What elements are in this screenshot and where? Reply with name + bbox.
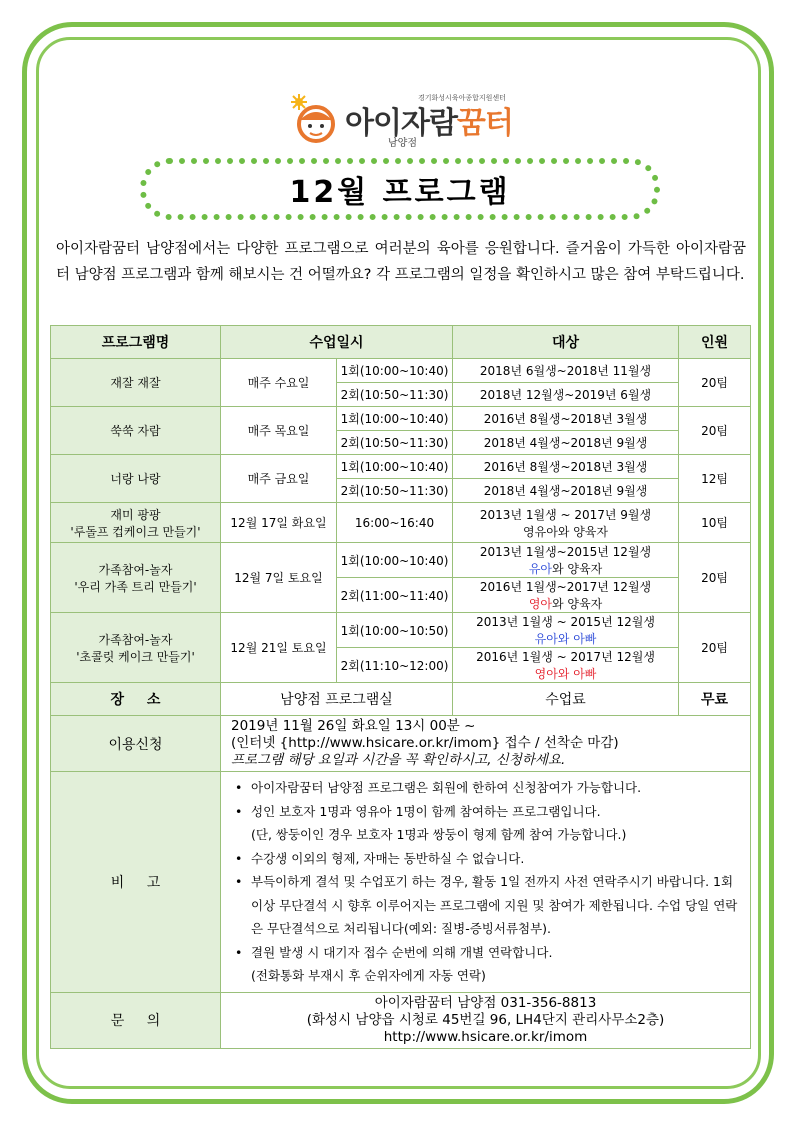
table-row bbox=[51, 503, 751, 543]
branch-name: 남양점 bbox=[388, 138, 417, 149]
session-time: 1회(10:00~10:50) bbox=[337, 613, 453, 648]
program-name: 재미 팡팡 '루돌프 컵케이크 만들기' bbox=[51, 503, 221, 543]
session-time: 16:00~16:40 bbox=[337, 503, 453, 543]
table-row bbox=[51, 716, 751, 772]
session-target: 2013년 1월생 ~ 2015년 12월생 유아와 아빠 bbox=[453, 613, 679, 648]
contact-url[interactable]: http://www.hsicare.or.kr/imom bbox=[383, 1028, 588, 1045]
session-target: 2018년 4월생~2018년 9월생 bbox=[453, 431, 679, 455]
apply-note: 프로그램 해당 요일과 시간을 꼭 확인하시고, 신청하세요. bbox=[231, 752, 566, 768]
session-time: 1회(10:00~10:40) bbox=[337, 543, 453, 578]
contact-address: (화성시 남양읍 시청로 45번길 96, LH4단지 관리사무소2층) bbox=[306, 1011, 665, 1028]
program-day: 12월 7일 토요일 bbox=[221, 543, 337, 613]
session-target: 2016년 8월생~2018년 3월생 bbox=[453, 455, 679, 479]
session-target: 2018년 12월생~2019년 6월생 bbox=[453, 383, 679, 407]
apply-info bbox=[221, 716, 751, 772]
notes-list bbox=[233, 776, 738, 988]
list-item: • 결원 발생 시 대기자 접수 순번에 의해 개별 연락합니다. (전화통화 부재시 후 순위자에게 자동 연락) bbox=[235, 944, 553, 983]
session-target: 2016년 1월생 ~ 2017년 12월생 영아와 아빠 bbox=[453, 648, 679, 683]
notes-content bbox=[221, 772, 751, 993]
table-row bbox=[51, 613, 751, 648]
session-time: 2회(10:50~11:30) bbox=[337, 431, 453, 455]
logo-name: 아이자람꿈터 bbox=[345, 106, 513, 141]
contact-phone: 아이자람꿈터 남양점 031-356-8813 bbox=[374, 994, 597, 1011]
header-schedule: 수업일시 bbox=[221, 326, 453, 359]
list-item: • 성인 보호자 1명과 영유아 1명이 함께 참여하는 프로그램입니다. (단, 쌍둥이인 경우 보호자 1명과 쌍둥이 형제 함께 참여 가능합니다.) bbox=[235, 803, 627, 842]
header-target: 대상 bbox=[453, 326, 679, 359]
program-day: 매주 수요일 bbox=[221, 359, 337, 407]
session-time: 2회(11:00~11:40) bbox=[337, 578, 453, 613]
place-label: 장 소 bbox=[51, 683, 221, 716]
session-target: 2018년 4월생~2018년 9월생 bbox=[453, 479, 679, 503]
table-row bbox=[51, 359, 751, 383]
contact-label: 문 의 bbox=[51, 992, 221, 1048]
program-name: 가족참여-놀자 '초콜릿 케이크 만들기' bbox=[51, 613, 221, 683]
table-row bbox=[51, 683, 751, 716]
program-day: 12월 21일 토요일 bbox=[221, 613, 337, 683]
program-day: 매주 목요일 bbox=[221, 407, 337, 455]
center-name: 경기화성시육아종합지원센터 bbox=[418, 94, 506, 102]
table-row bbox=[51, 772, 751, 993]
intro-text: 아이자람꿈터 남양점에서는 다양한 프로그램으로 여러분의 육아를 응원합니다. 즐거움이 가득한 아이자람꿈터 남양점 프로그램과 함께 해보시는 건 어떨까요? 각 프로그램의 일정을 확인하시고 많은 참여 부탁드립니다. bbox=[56, 241, 746, 283]
table-row bbox=[51, 455, 751, 479]
header-count: 인원 bbox=[679, 326, 751, 359]
program-name: 가족참여-놀자 '우리 가족 트리 만들기' bbox=[51, 543, 221, 613]
session-time: 2회(10:50~11:30) bbox=[337, 479, 453, 503]
notes-label: 비 고 bbox=[51, 772, 221, 993]
table-row bbox=[51, 992, 751, 1048]
session-target: 2013년 1월생 ~ 2017년 9월생 영유아와 양육자 bbox=[453, 503, 679, 543]
apply-method: (인터넷 {http://www.hsicare.or.kr/imom} 접수 / 선착순 마감) bbox=[231, 735, 619, 751]
table-row bbox=[51, 543, 751, 578]
contact-info bbox=[221, 992, 751, 1048]
session-target: 2016년 1월생~2017년 12월생 영아와 양육자 bbox=[453, 578, 679, 613]
program-day: 12월 17일 화요일 bbox=[221, 503, 337, 543]
fee-label: 수업료 bbox=[453, 683, 679, 716]
program-name: 쑥쑥 자람 bbox=[51, 407, 221, 455]
program-name: 너랑 나랑 bbox=[51, 455, 221, 503]
program-count: 10팀 bbox=[679, 503, 751, 543]
table-row bbox=[51, 407, 751, 431]
program-name: 재잘 재잘 bbox=[51, 359, 221, 407]
program-count: 12팀 bbox=[679, 455, 751, 503]
table-header bbox=[51, 326, 751, 359]
page-title: 12월 프로그램 bbox=[289, 175, 511, 210]
session-time: 1회(10:00~10:40) bbox=[337, 407, 453, 431]
apply-date: 2019년 11월 26일 화요일 13시 00분 ~ bbox=[231, 718, 476, 734]
program-count: 20팀 bbox=[679, 359, 751, 407]
session-target: 2018년 6월생~2018년 11월생 bbox=[453, 359, 679, 383]
session-target: 2013년 1월생~2015년 12월생 유아와 양육자 bbox=[453, 543, 679, 578]
apply-label: 이용신청 bbox=[51, 716, 221, 772]
program-count: 20팀 bbox=[679, 543, 751, 613]
program-count: 20팀 bbox=[679, 407, 751, 455]
session-time: 2회(10:50~11:30) bbox=[337, 383, 453, 407]
child-face-icon bbox=[290, 94, 340, 144]
program-day: 매주 금요일 bbox=[221, 455, 337, 503]
session-time: 1회(10:00~10:40) bbox=[337, 455, 453, 479]
session-time: 1회(10:00~10:40) bbox=[337, 359, 453, 383]
program-table bbox=[50, 325, 751, 1049]
list-item: • 부득이하게 결석 및 수업포기 하는 경우, 활동 1일 전까지 사전 연락주시기 바랍니다. 1회 이상 무단결석 시 향후 이루어지는 프로그램에 지원 및 참여가 제한됩니다. 수업 당일 연락은 무단결석으로 처리됩니다(예외: 질병-증빙서류첨부). bbox=[235, 874, 738, 936]
session-target: 2016년 8월생~2018년 3월생 bbox=[453, 407, 679, 431]
list-item: • 수강생 이외의 형제, 자매는 동반하실 수 없습니다. bbox=[235, 850, 525, 866]
session-time: 2회(11:10~12:00) bbox=[337, 648, 453, 683]
list-item: • 아이자람꿈터 남양점 프로그램은 회원에 한하여 신청참여가 가능합니다. bbox=[235, 780, 642, 795]
fee-value: 무료 bbox=[679, 683, 751, 716]
program-count: 20팀 bbox=[679, 613, 751, 683]
logo bbox=[290, 88, 530, 150]
title-box bbox=[140, 158, 660, 220]
header-program: 프로그램명 bbox=[51, 326, 221, 359]
place-value: 남양점 프로그램실 bbox=[221, 683, 453, 716]
